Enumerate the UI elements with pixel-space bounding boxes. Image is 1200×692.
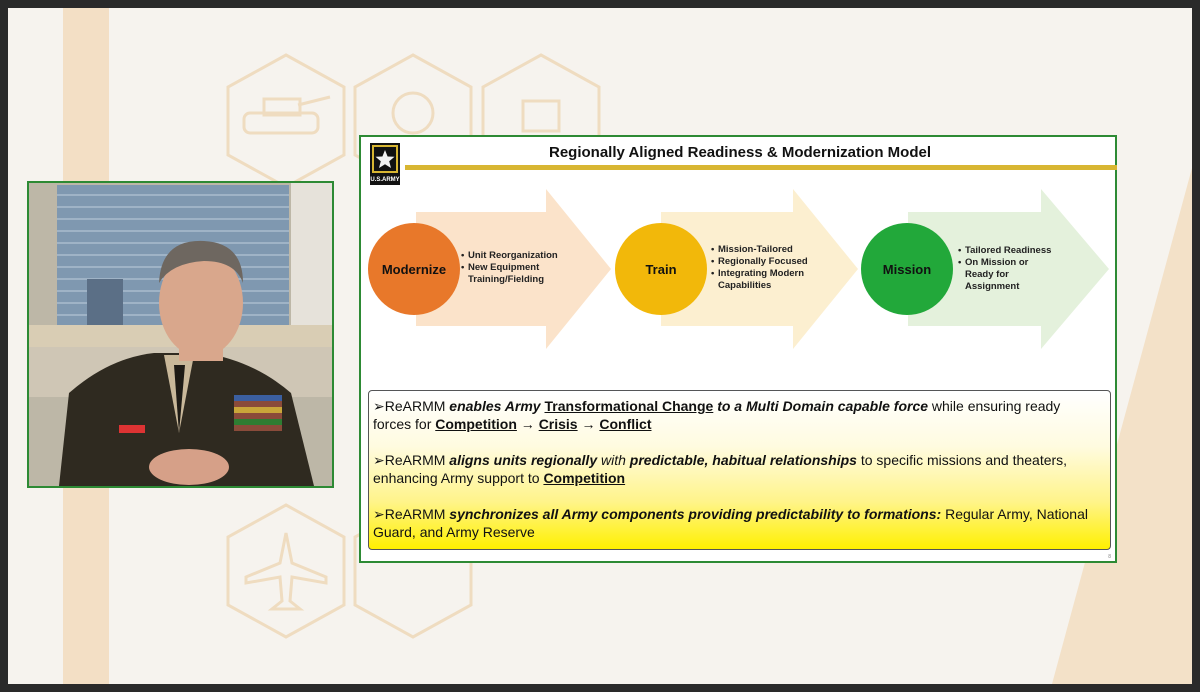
phase-label-train: Train: [645, 261, 677, 277]
paragraph-enables: ➢ReARMM enables Army Transformational Change to a Multi Domain capable force while ensuring ready forces for Competition → Crisis → Conflict: [373, 398, 1061, 432]
bullet-item: • Regionally Focused: [711, 256, 821, 268]
phase-label-mission: Mission: [882, 261, 932, 277]
bullet-item: • On Mission or Ready for Assignment: [958, 257, 1058, 293]
speaker-video-feed: [29, 183, 332, 486]
bullet-item: • New Equipment Training/Fielding: [461, 262, 571, 286]
slide-title: Regionally Aligned Readiness & Modernization Model: [549, 144, 931, 161]
phase-bullets-train: [711, 244, 821, 292]
speaker-video-tile[interactable]: [27, 181, 334, 488]
phase-bullets-mission: [958, 245, 1058, 293]
logo-text: U.S.ARMY: [370, 177, 400, 183]
bullet-item: • Unit Reorganization: [461, 250, 571, 262]
phase-circle-modernize: [368, 223, 460, 315]
paragraph-synchronizes: ➢ReARMM synchronizes all Army components providing predictability to formations: Regular Army, National Guard, and Army Reserve: [373, 506, 1088, 540]
bullet-item: • Tailored Readiness: [958, 245, 1058, 257]
presentation-slide: [359, 135, 1117, 563]
summary-textbox: [368, 390, 1111, 550]
slide-page-number: 8: [1108, 554, 1111, 560]
bullet-item: • Mission-Tailored: [711, 244, 821, 256]
phase-circle-mission: [861, 223, 953, 315]
phase-bullets-modernize: [461, 250, 571, 286]
phase-circle-train: [615, 223, 707, 315]
hexagon-tank-icon: [226, 53, 346, 189]
bullet-item: • Integrating Modern Capabilities: [711, 268, 821, 292]
phase-label-modernize: Modernize: [381, 261, 447, 277]
hexagon-aircraft-icon: [226, 503, 346, 639]
video-call-screen: [8, 8, 1192, 684]
paragraph-aligns: ➢ReARMM aligns units regionally with predictable, habitual relationships to specific missions and theaters, enhancing Army support to Competition: [373, 452, 1068, 486]
